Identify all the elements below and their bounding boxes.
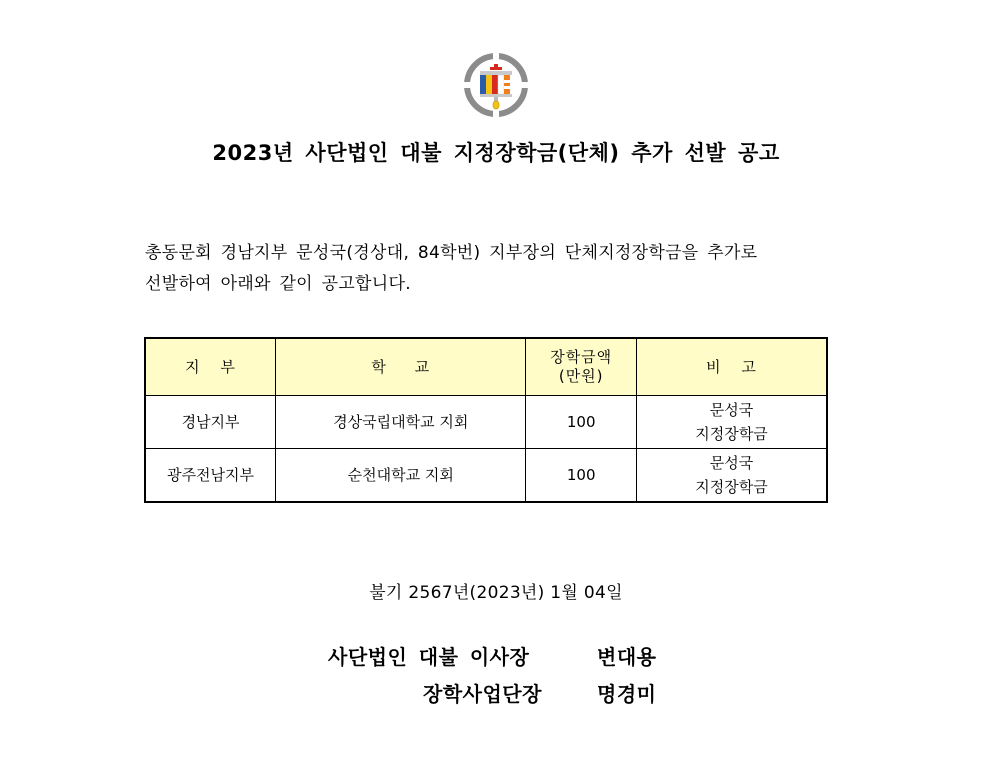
cell-remarks-line2: 지정장학금 — [695, 425, 768, 443]
cell-branch: 광주전남지부 — [145, 449, 276, 503]
intro-paragraph — [145, 238, 865, 300]
cell-school: 경상국립대학교 지회 — [276, 396, 526, 449]
signature-org-title: 사단법인 대불 이사장 — [328, 645, 530, 669]
cell-branch: 경남지부 — [145, 396, 276, 449]
cell-remarks — [637, 396, 827, 449]
scholarship-table — [144, 337, 828, 503]
cell-remarks-line1: 문성국 — [709, 454, 754, 472]
cell-remarks-line1: 문성국 — [709, 401, 754, 419]
cell-remarks-line2: 지정장학금 — [695, 478, 768, 496]
cell-amount: 100 — [526, 449, 637, 503]
organization-logo-icon — [463, 52, 529, 118]
header-amount — [526, 338, 637, 396]
intro-line: 선발하여 아래와 같이 공고합니다. — [145, 274, 411, 294]
header-amount-line1: 장학금액 — [550, 348, 613, 366]
header-remarks: 비 고 — [637, 338, 827, 396]
signature-role-name: 명경미 — [597, 682, 657, 706]
cell-amount: 100 — [526, 396, 637, 449]
intro-line: 총동문회 경남지부 문성국(경상대, 84학번) 지부장의 단체지정장학금을 추가로 — [145, 243, 758, 263]
cell-remarks — [637, 449, 827, 503]
signature-org-name: 변대용 — [597, 645, 657, 669]
header-school: 학 교 — [276, 338, 526, 396]
signature-role-title: 장학사업단장 — [423, 682, 542, 706]
document-title: 2023년 사단법인 대불 지정장학금(단체) 추가 선발 공고 — [212, 141, 780, 165]
table-row — [145, 396, 827, 449]
table-header-row — [145, 338, 827, 396]
table-row — [145, 449, 827, 503]
cell-school: 순천대학교 지회 — [276, 449, 526, 503]
announcement-date: 불기 2567년(2023년) 1월 04일 — [369, 583, 623, 603]
header-branch: 지 부 — [145, 338, 276, 396]
header-amount-line2: (만원) — [558, 367, 604, 385]
